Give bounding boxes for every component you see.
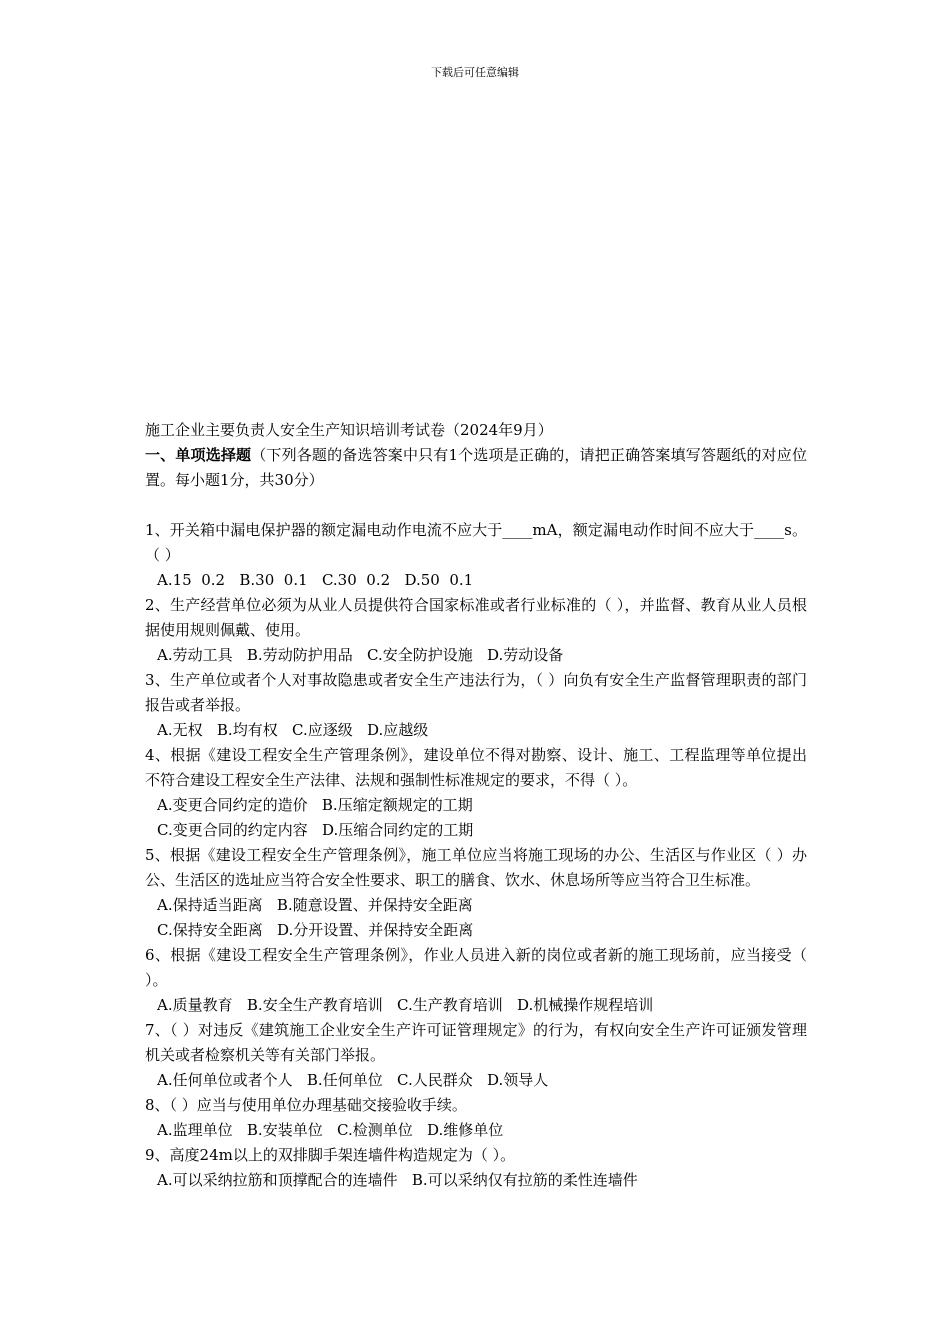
question-4-options-line-2: C.变更合同的约定内容 D.压缩合同约定的工期 — [157, 821, 474, 839]
exam-title: 施工企业主要负责人安全生产知识培训考试卷（2024年9月） — [145, 421, 553, 439]
question-6-options: A.质量教育 B.安全生产教育培训 C.生产教育培训 D.机械操作规程培训 — [157, 996, 654, 1014]
section-heading — [145, 443, 807, 493]
question-1: 1、开关箱中漏电保护器的额定漏电动作电流不应大于____mA，额定漏电动作时间不应大于____s。（ ） — [145, 521, 807, 564]
question-3-options: A.无权 B.均有权 C.应逐级 D.应越级 — [157, 721, 429, 739]
question-9-options: A.可以采纳拉筋和顶撑配合的连墙件 B.可以采纳仅有拉筋的柔性连墙件 — [157, 1171, 638, 1189]
page-header-note: 下载后可任意编辑 — [431, 66, 519, 79]
question-7: 7、（ ）对违反《建筑施工企业安全生产许可证管理规定》的行为，有权向安全生产许可证颁发管理机关或者检察机关等有关部门举报。 — [145, 1021, 807, 1064]
question-2: 2、生产经营单位必须为从业人员提供符合国家标准或者行业标准的（ ），并监督、教育从业人员根据使用规则佩戴、使用。 — [145, 596, 807, 639]
question-1-options: A.15 0.2 B.30 0.1 C.30 0.2 D.50 0.1 — [157, 571, 474, 589]
question-8-options: A.监理单位 B.安装单位 C.检测单位 D.维修单位 — [157, 1121, 504, 1139]
section-instruction: （下列各题的备选答案中只有1个选项是正确的，请把正确答案填写答题纸的对应位置。每小题1分，共30分） — [145, 446, 807, 489]
blank-line — [145, 493, 807, 518]
document-body — [145, 418, 807, 1193]
question-2-options: A.劳动工具 B.劳动防护用品 C.安全防护设施 D.劳动设备 — [157, 646, 564, 664]
section-label: 一、单项选择题 — [145, 446, 252, 464]
question-7-options: A.任何单位或者个人 B.任何单位 C.人民群众 D.领导人 — [157, 1071, 549, 1089]
question-6: 6、根据《建设工程安全生产管理条例》，作业人员进入新的岗位或者新的施工现场前，应当接受（ ）。 — [145, 946, 807, 989]
question-3: 3、生产单位或者个人对事故隐患或者安全生产违法行为，（ ）向负有安全生产监督管理职责的部门报告或者举报。 — [145, 671, 807, 714]
question-4: 4、根据《建设工程安全生产管理条例》，建设单位不得对勘察、设计、施工、工程监理等单位提出不符合建设工程安全生产法律、法规和强制性标准规定的要求，不得（ ）。 — [145, 746, 807, 789]
question-5-options-line-1: A.保持适当距离 B.随意设置、并保持安全距离 — [157, 896, 473, 914]
question-5: 5、根据《建设工程安全生产管理条例》，施工单位应当将施工现场的办公、生活区与作业区（ ）办公、生活区的选址应当符合安全性要求、职工的膳食、饮水、休息场所等应当符合卫生标准。 — [145, 846, 807, 889]
question-5-options-line-2: C.保持安全距离 D.分开设置、并保持安全距离 — [157, 921, 474, 939]
question-8: 8、（ ）应当与使用单位办理基础交接验收手续。 — [145, 1096, 467, 1114]
question-4-options-line-1: A.变更合同约定的造价 B.压缩定额规定的工期 — [157, 796, 473, 814]
question-9: 9、高度24m以上的双排脚手架连墙件构造规定为（ ）。 — [145, 1146, 516, 1164]
